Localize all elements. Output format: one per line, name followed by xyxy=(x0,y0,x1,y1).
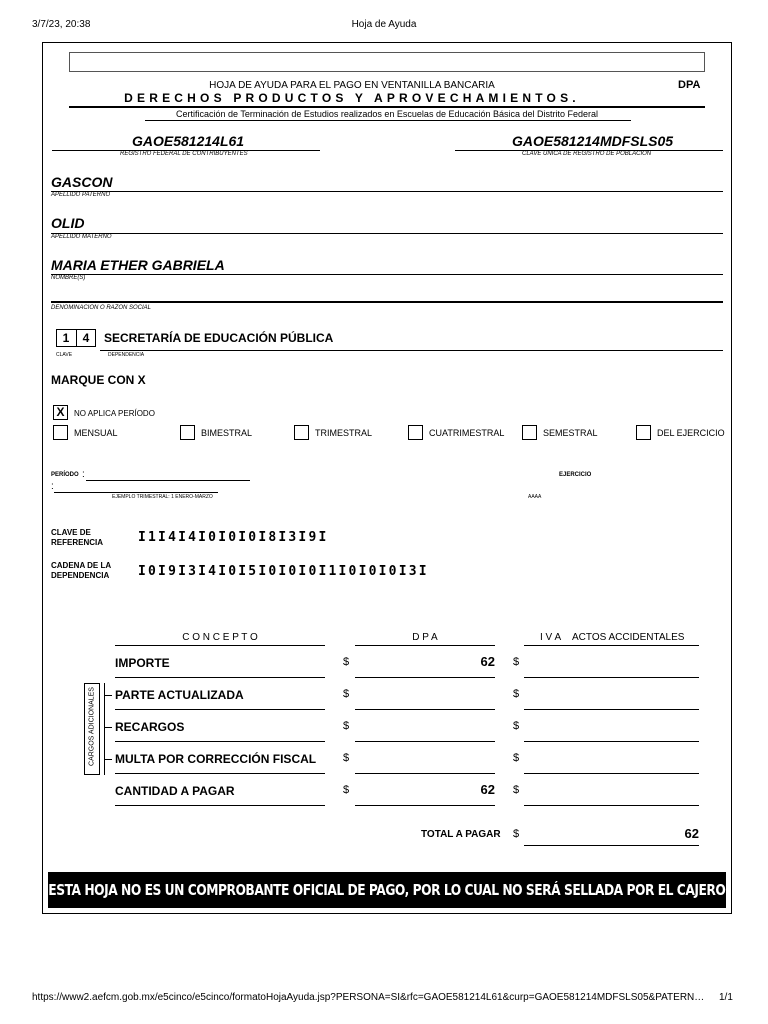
subtitle-underline xyxy=(145,120,631,121)
row-multa-iva-currency: $ xyxy=(513,752,520,764)
header-rule xyxy=(69,106,705,108)
total-line xyxy=(524,845,699,846)
total-currency: $ xyxy=(513,828,520,840)
row-parte-actualizada-line xyxy=(115,709,325,710)
row-multa-dpa-currency: $ xyxy=(343,752,350,764)
dpa-label: DPA xyxy=(678,79,701,91)
row-multa-line xyxy=(115,773,325,774)
print-page-title: Hoja de Ayuda xyxy=(351,19,417,30)
periodo-colon-2: : xyxy=(51,481,54,492)
nombre-label: NOMBRE(S) xyxy=(51,275,86,281)
cadena-dependencia-label: CADENA DE LA DEPENDENCIA xyxy=(51,561,111,580)
row-multa-dpa-line xyxy=(355,773,495,774)
rfc-label: REGISTRO FEDERAL DE CONTRIBUYENTES xyxy=(120,151,248,157)
clave-label: CLAVE xyxy=(56,352,73,358)
row-recargos-label: RECARGOS xyxy=(115,720,185,734)
cuatrimestral-checkbox[interactable] xyxy=(408,425,423,440)
semestral-label: SEMESTRAL xyxy=(543,428,598,438)
row-importe-iva-line xyxy=(524,677,699,678)
dpa-header-line xyxy=(355,645,495,646)
row-importe-iva-currency: $ xyxy=(513,656,520,668)
apellido-paterno-value: GASCON xyxy=(51,174,113,190)
nombre-value: MARIA ETHER GABRIELA xyxy=(51,257,225,273)
apellido-paterno-label: APELLIDO PATERNO xyxy=(51,192,111,198)
no-aplica-checkbox[interactable]: X xyxy=(53,405,68,420)
cuatrimestral-label: CUATRIMESTRAL xyxy=(429,428,505,438)
nombre-line xyxy=(51,274,723,275)
concepto-header-line xyxy=(115,645,325,646)
razon-social-line xyxy=(51,301,723,303)
dependencia-label: DEPENDENCIA xyxy=(108,352,145,358)
clave-digit-1: 1 xyxy=(62,331,70,345)
periodo-label: PERÍODO xyxy=(51,472,79,478)
clave-referencia-value: I1I4I4I0I0I0I8I3I9I xyxy=(138,530,329,545)
periodo-line xyxy=(86,480,250,481)
bimestral-checkbox[interactable] xyxy=(180,425,195,440)
row-parte-actualizada-iva-line xyxy=(524,709,699,710)
row-importe-dpa-value: 62 xyxy=(480,654,495,669)
apellido-materno-line xyxy=(51,233,723,234)
print-url[interactable]: https://www2.aefcm.gob.mx/e5cinco/e5cinco/formatoHojaAyuda.jsp?PERSONA=SI&rfc=GAOE581214L61&curp=GAOE581214MDFSLS05&PATERN… xyxy=(32,992,705,1003)
bracket-tick-1 xyxy=(104,695,112,696)
ejercicio-label: EJERCICIO xyxy=(559,472,592,478)
row-parte-actualizada-dpa-currency: $ xyxy=(343,688,350,700)
trimestral-checkbox[interactable] xyxy=(294,425,309,440)
row-recargos-iva-line xyxy=(524,741,699,742)
clave-referencia-label: CLAVE DE REFERENCIA xyxy=(51,528,104,547)
bracket-tick-3 xyxy=(104,759,112,760)
no-aplica-label: NO APLICA PERÍODO xyxy=(74,409,155,418)
cargos-bracket xyxy=(104,683,105,775)
dependencia-value: SECRETARÍA DE EDUCACIÓN PÚBLICA xyxy=(104,331,334,345)
del-ejercicio-label: DEL EJERCICIO xyxy=(657,428,725,438)
bimestral-label: BIMESTRAL xyxy=(201,428,253,438)
actos-accidentales-header: ACTOS ACCIDENTALES xyxy=(572,632,685,643)
row-cantidad-line xyxy=(115,805,325,806)
bracket-tick-2 xyxy=(104,727,112,728)
disclaimer-text: ESTA HOJA NO ES UN COMPROBANTE OFICIAL DE PAGO, POR LO CUAL NO SERÁ SELLADA POR EL CAJERO xyxy=(48,881,726,899)
cadena-dependencia-value: I0I9I3I4I0I5I0I0I0I1I0I0I0I3I xyxy=(138,564,429,579)
total-label: TOTAL A PAGAR xyxy=(421,829,501,840)
clave-digit-2: 4 xyxy=(82,331,90,345)
concepto-header: C O N C E P T O xyxy=(182,632,258,643)
row-recargos-dpa-currency: $ xyxy=(343,720,350,732)
row-importe-line xyxy=(115,677,325,678)
mensual-checkbox[interactable] xyxy=(53,425,68,440)
row-recargos-iva-currency: $ xyxy=(513,720,520,732)
periodo-line-2 xyxy=(54,492,218,493)
row-importe-label: IMPORTE xyxy=(115,656,170,670)
periodo-colon: : xyxy=(82,469,85,480)
row-recargos-line xyxy=(115,741,325,742)
razon-social-label: DENOMINACION O RAZON SOCIAL xyxy=(51,305,152,311)
curp-value: GAOE581214MDFSLS05 xyxy=(512,133,674,149)
row-cantidad-dpa-currency: $ xyxy=(343,784,350,796)
row-importe-dpa-currency: $ xyxy=(343,656,350,668)
print-datetime: 3/7/23, 20:38 xyxy=(32,19,91,30)
rfc-value: GAOE581214L61 xyxy=(132,133,245,149)
form-header-line2: DERECHOS PRODUCTOS Y APROVECHAMIENTOS. xyxy=(124,91,580,105)
mensual-label: MENSUAL xyxy=(74,428,118,438)
marque-con-x-label: MARQUE CON X xyxy=(51,373,146,387)
row-parte-actualizada-iva-currency: $ xyxy=(513,688,520,700)
apellido-materno-value: OLID xyxy=(51,215,85,231)
iva-header-line xyxy=(524,645,699,646)
total-value: 62 xyxy=(684,826,699,841)
row-cantidad-iva-currency: $ xyxy=(513,784,520,796)
aaaa-label: AAAA xyxy=(528,494,542,500)
row-parte-actualizada-dpa-line xyxy=(355,709,495,710)
trimestral-label: TRIMESTRAL xyxy=(315,428,373,438)
row-multa-iva-line xyxy=(524,773,699,774)
row-cantidad-dpa-value: 62 xyxy=(480,782,495,797)
row-parte-actualizada-label: PARTE ACTUALIZADA xyxy=(115,688,244,702)
print-page-count: 1/1 xyxy=(719,992,733,1003)
row-cantidad-label: CANTIDAD A PAGAR xyxy=(115,784,235,798)
del-ejercicio-checkbox[interactable] xyxy=(636,425,651,440)
dependencia-line xyxy=(100,350,723,351)
row-multa-label: MULTA POR CORRECCIÓN FISCAL xyxy=(115,752,317,766)
form-header-line1: HOJA DE AYUDA PARA EL PAGO EN VENTANILLA BANCARIA xyxy=(209,80,495,91)
semestral-checkbox[interactable] xyxy=(522,425,537,440)
cargos-adicionales-label: CARGOS ADICIONALES xyxy=(88,687,96,766)
row-importe-dpa-line xyxy=(355,677,495,678)
curp-label: CLAVE UNICA DE REGISTRO DE POBLACION xyxy=(522,151,652,157)
apellido-materno-label: APELLIDO MATERNO xyxy=(51,234,112,240)
iva-header: I V A xyxy=(540,632,562,643)
disclaimer-banner xyxy=(48,872,726,908)
row-recargos-dpa-line xyxy=(355,741,495,742)
row-cantidad-dpa-line xyxy=(355,805,495,806)
apellido-paterno-line xyxy=(51,191,723,192)
periodo-ejemplo: EJEMPLO TRIMESTRAL: 1 ENERO-MARZO xyxy=(112,494,213,500)
row-cantidad-iva-line xyxy=(524,805,699,806)
top-blank-box xyxy=(69,52,705,72)
dpa-header: D P A xyxy=(412,632,438,643)
form-subtitle: Certificación de Terminación de Estudios realizados en Escuelas de Educación Básica del Distrito Federal xyxy=(175,109,599,119)
